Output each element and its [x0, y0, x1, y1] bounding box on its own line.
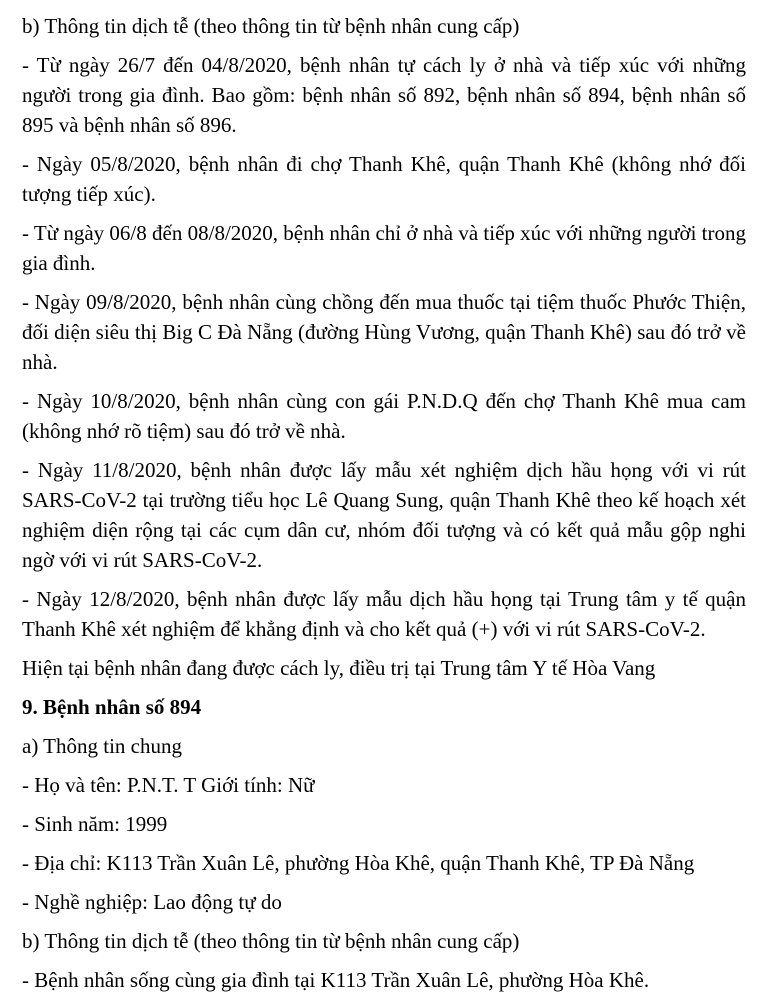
- para-current-treatment-status: Hiện tại bệnh nhân đang được cách ly, điều trị tại Trung tâm Y tế Hòa Vang: [22, 656, 656, 680]
- para-timeline-05-8: - Ngày 05/8/2020, bệnh nhân đi chợ Thanh Khê, quận Thanh Khê (không nhớ đối tượng tiếp xúc).: [22, 152, 746, 206]
- patient-894-heading: 9. Bệnh nhân số 894: [22, 695, 202, 719]
- section-a-general-info-heading: a) Thông tin chung: [22, 734, 183, 758]
- para-timeline-11-8: - Ngày 11/8/2020, bệnh nhân được lấy mẫu xét nghiệm dịch hầu họng với vi rút SARS-CoV-2 tại trường tiểu học Lê Quang Sung, quận Thanh Khê theo kế hoạch xét nghiệm diện rộng tại các cụm dân cư, nhóm đối tượng và có kết quả mẫu gộp nghi ngờ với vi rút SARS-CoV-2.: [22, 458, 746, 572]
- para-address: - Địa chỉ: K113 Trần Xuân Lê, phường Hòa Khê, quận Thanh Khê, TP Đà Nẵng: [22, 851, 695, 875]
- para-birth-year: - Sinh năm: 1999: [22, 812, 168, 836]
- para-timeline-26-7-to-04-8: - Từ ngày 26/7 đến 04/8/2020, bệnh nhân tự cách ly ở nhà và tiếp xúc với những người trong gia đình. Bao gồm: bệnh nhân số 892, bệnh nhân số 894, bệnh nhân số 895 và bệnh nhân số 896.: [22, 53, 746, 137]
- section-b-epidemiology-heading-2: b) Thông tin dịch tễ (theo thông tin từ bệnh nhân cung cấp): [22, 929, 520, 953]
- para-occupation: - Nghề nghiệp: Lao động tự do: [22, 890, 282, 914]
- para-lives-with-family: - Bệnh nhân sống cùng gia đình tại K113 Trần Xuân Lê, phường Hòa Khê.: [22, 968, 650, 992]
- section-b-epidemiology-heading: b) Thông tin dịch tễ (theo thông tin từ bệnh nhân cung cấp): [22, 14, 520, 38]
- para-timeline-09-8: - Ngày 09/8/2020, bệnh nhân cùng chồng đến mua thuốc tại tiệm thuốc Phước Thiện, đối diện siêu thị Big C Đà Nẵng (đường Hùng Vương, quận Thanh Khê) sau đó trở về nhà.: [22, 290, 746, 374]
- para-name-gender: - Họ và tên: P.N.T. T Giới tính: Nữ: [22, 773, 315, 797]
- para-timeline-06-8-to-08-8: - Từ ngày 06/8 đến 08/8/2020, bệnh nhân chỉ ở nhà và tiếp xúc với những người trong gia đình.: [22, 221, 746, 275]
- para-timeline-10-8: - Ngày 10/8/2020, bệnh nhân cùng con gái P.N.D.Q đến chợ Thanh Khê mua cam (không nhớ rõ tiệm) sau đó trở về nhà.: [22, 389, 746, 443]
- para-timeline-12-8: - Ngày 12/8/2020, bệnh nhân được lấy mẫu dịch hầu họng tại Trung tâm y tế quận Thanh Khê xét nghiệm để khẳng định và cho kết quả (+) với vi rút SARS-CoV-2.: [22, 587, 746, 641]
